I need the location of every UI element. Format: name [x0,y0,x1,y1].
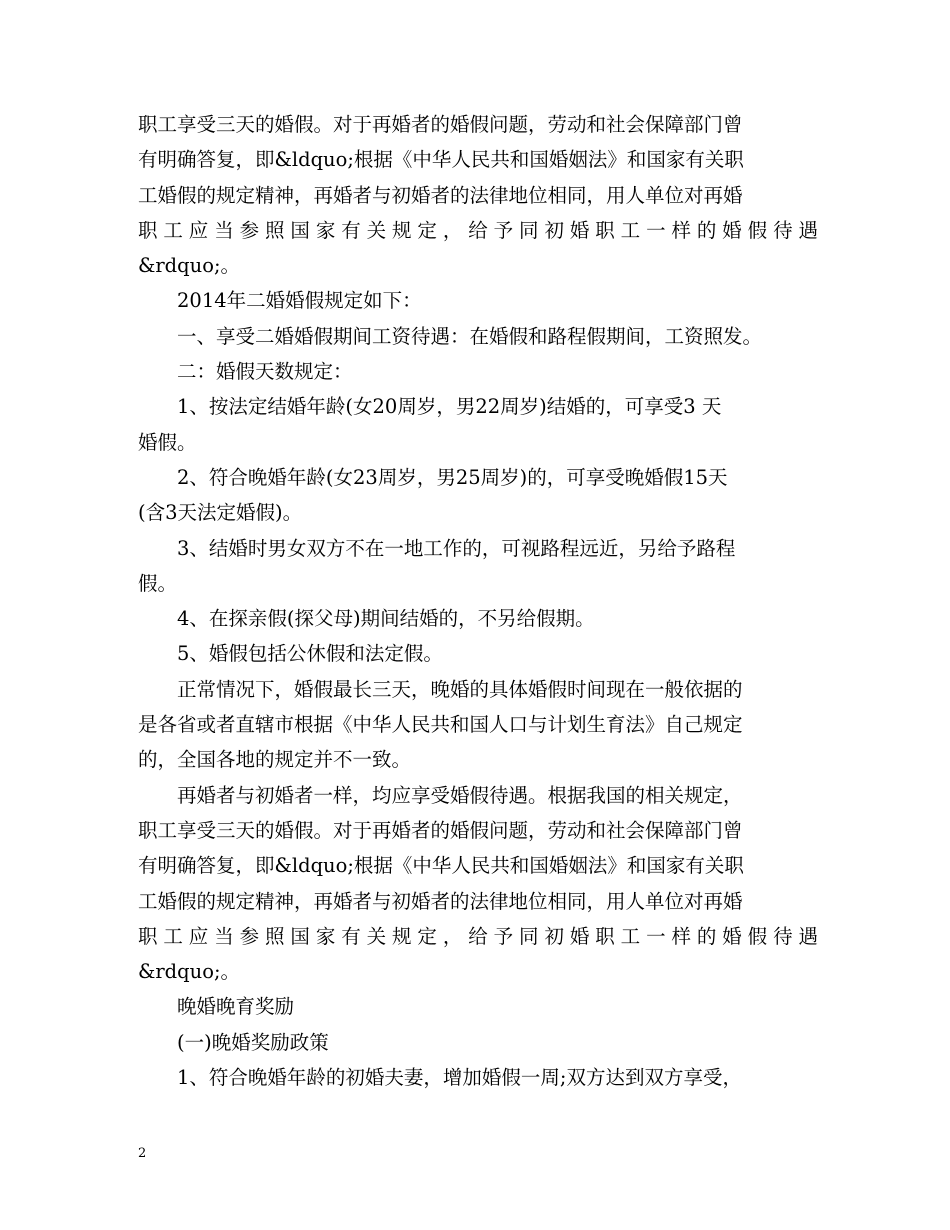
text-line: &rdquo;。 [138,254,241,278]
text-line: 3、结婚时男女双方不在一地工作的，可视路程远近，另给予路程 [177,536,736,560]
text-line: 有明确答复，即&ldquo;根据《中华人民共和国婚姻法》和国家有关职 [138,148,744,172]
text-line: 正常情况下，婚假最长三天，晚婚的具体婚假时间现在一般依据的 [177,677,743,701]
text-line: 5、婚假包括公休假和法定假。 [177,642,443,666]
text-line: 4、在探亲假(探父母)期间结婚的，不另给假期。 [177,607,595,631]
text-line: 二：婚假天数规定： [177,360,353,384]
text-line: 工婚假的规定精神，再婚者与初婚者的法律地位相同，用人单位对再婚 [138,183,743,207]
text-line: 一、享受二婚婚假期间工资待遇：在婚假和路程假期间，工资照发。 [177,324,763,348]
text-line: 2014年二婚婚假规定如下： [177,289,422,313]
text-line: &rdquo;。 [138,960,241,984]
text-line: 1、符合晚婚年龄的初婚夫妻，增加婚假一周;双方达到双方享受， [177,1066,742,1090]
text-line: 婚假。 [138,430,197,454]
text-line: 晚婚晚育奖励 [177,995,295,1019]
document-body [138,107,818,1095]
text-line: 工婚假的规定精神，再婚者与初婚者的法律地位相同，用人单位对再婚 [138,889,743,913]
text-line: (含3天法定婚假)。 [138,501,303,525]
text-line: 1、按法定结婚年龄(女20周岁，男22周岁)结婚的，可享受3 天 [177,395,722,419]
text-line: 职工享受三天的婚假。对于再婚者的婚假问题，劳动和社会保障部门曾 [138,113,743,136]
text-line: 有明确答复，即&ldquo;根据《中华人民共和国婚姻法》和国家有关职 [138,854,744,878]
text-line: 职工应当参照国家有关规定，给予同初婚职工一样的婚假待遇 [138,218,818,242]
text-line: (一)晚婚奖励政策 [177,1030,329,1054]
page-number: 2 [138,1146,147,1161]
text-line: 再婚者与初婚者一样，均应享受婚假待遇。根据我国的相关规定， [177,783,743,807]
text-line: 是各省或者直辖市根据《中华人民共和国人口与计划生育法》自己规定 [138,713,743,737]
text-line: 职工享受三天的婚假。对于再婚者的婚假问题，劳动和社会保障部门曾 [138,818,743,842]
text-line: 假。 [138,571,178,595]
text-line: 的，全国各地的规定并不一致。 [138,748,412,772]
text-line: 2、符合晚婚年龄(女23周岁，男25周岁)的，可享受晚婚假15天 [177,465,728,489]
text-line: 职工应当参照国家有关规定，给予同初婚职工一样的婚假待遇 [138,924,818,948]
